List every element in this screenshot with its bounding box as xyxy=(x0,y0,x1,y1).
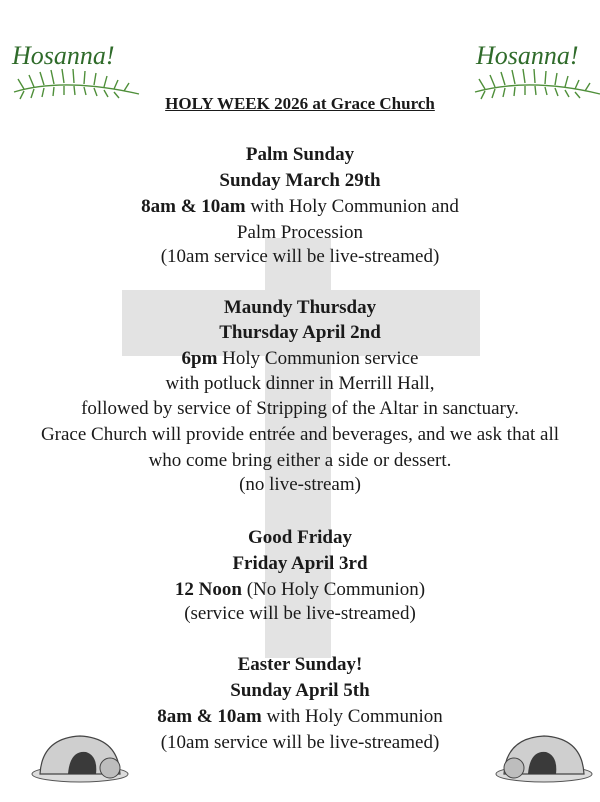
easter-sunday-desc: with Holy Communion xyxy=(261,706,443,727)
easter-sunday-date: Sunday April 5th xyxy=(230,680,370,701)
good-friday-date: Friday April 3rd xyxy=(232,553,368,574)
svg-text:Hosanna!: Hosanna! xyxy=(12,41,115,70)
maundy-thursday-heading: Maundy Thursday xyxy=(223,297,377,318)
easter-sunday-heading: Easter Sunday! xyxy=(237,654,363,675)
good-friday-desc: (No Holy Communion) xyxy=(241,579,426,600)
maundy-thursday-bring: who come bring either a side or dessert. xyxy=(148,450,452,471)
palm-sunday-note: (10am service will be live-streamed) xyxy=(160,246,440,267)
maundy-thursday-note: (no live-stream) xyxy=(239,474,361,495)
palm-sunday-times: 8am & 10am xyxy=(141,196,246,217)
maundy-thursday-service-line xyxy=(0,347,600,371)
good-friday-heading: Good Friday xyxy=(248,527,352,548)
maundy-thursday-stripping: followed by service of Stripping of the Altar in sanctuary. xyxy=(81,398,519,419)
easter-sunday-times: 8am & 10am xyxy=(157,706,262,727)
good-friday-service-line xyxy=(0,578,600,602)
maundy-thursday-potluck: with potluck dinner in Merrill Hall, xyxy=(165,373,435,394)
palm-sunday-service-line xyxy=(0,195,600,219)
easter-sunday-note: (10am service will be live-streamed) xyxy=(160,732,440,753)
maundy-thursday-date: Thursday April 2nd xyxy=(219,322,381,343)
palm-sunday-procession: Palm Procession xyxy=(236,222,364,243)
maundy-thursday-time: 6pm xyxy=(181,348,218,369)
palm-sunday-date: Sunday March 29th xyxy=(219,170,381,191)
hosanna-palm-icon-right xyxy=(470,22,600,102)
svg-text:Hosanna!: Hosanna! xyxy=(476,41,579,70)
page-title: HOLY WEEK 2026 at Grace Church xyxy=(165,94,435,113)
hosanna-palm-icon-left xyxy=(4,22,144,102)
good-friday-time: 12 Noon xyxy=(174,579,242,600)
maundy-thursday-desc: Holy Communion service xyxy=(217,348,419,369)
good-friday-note: (service will be live-streamed) xyxy=(184,603,416,624)
palm-sunday-desc: with Holy Communion and xyxy=(245,196,459,217)
maundy-thursday-provide: Grace Church will provide entrée and beverages, and we ask that all xyxy=(40,424,560,445)
palm-sunday-heading: Palm Sunday xyxy=(245,144,355,165)
easter-sunday-service-line xyxy=(0,705,600,729)
